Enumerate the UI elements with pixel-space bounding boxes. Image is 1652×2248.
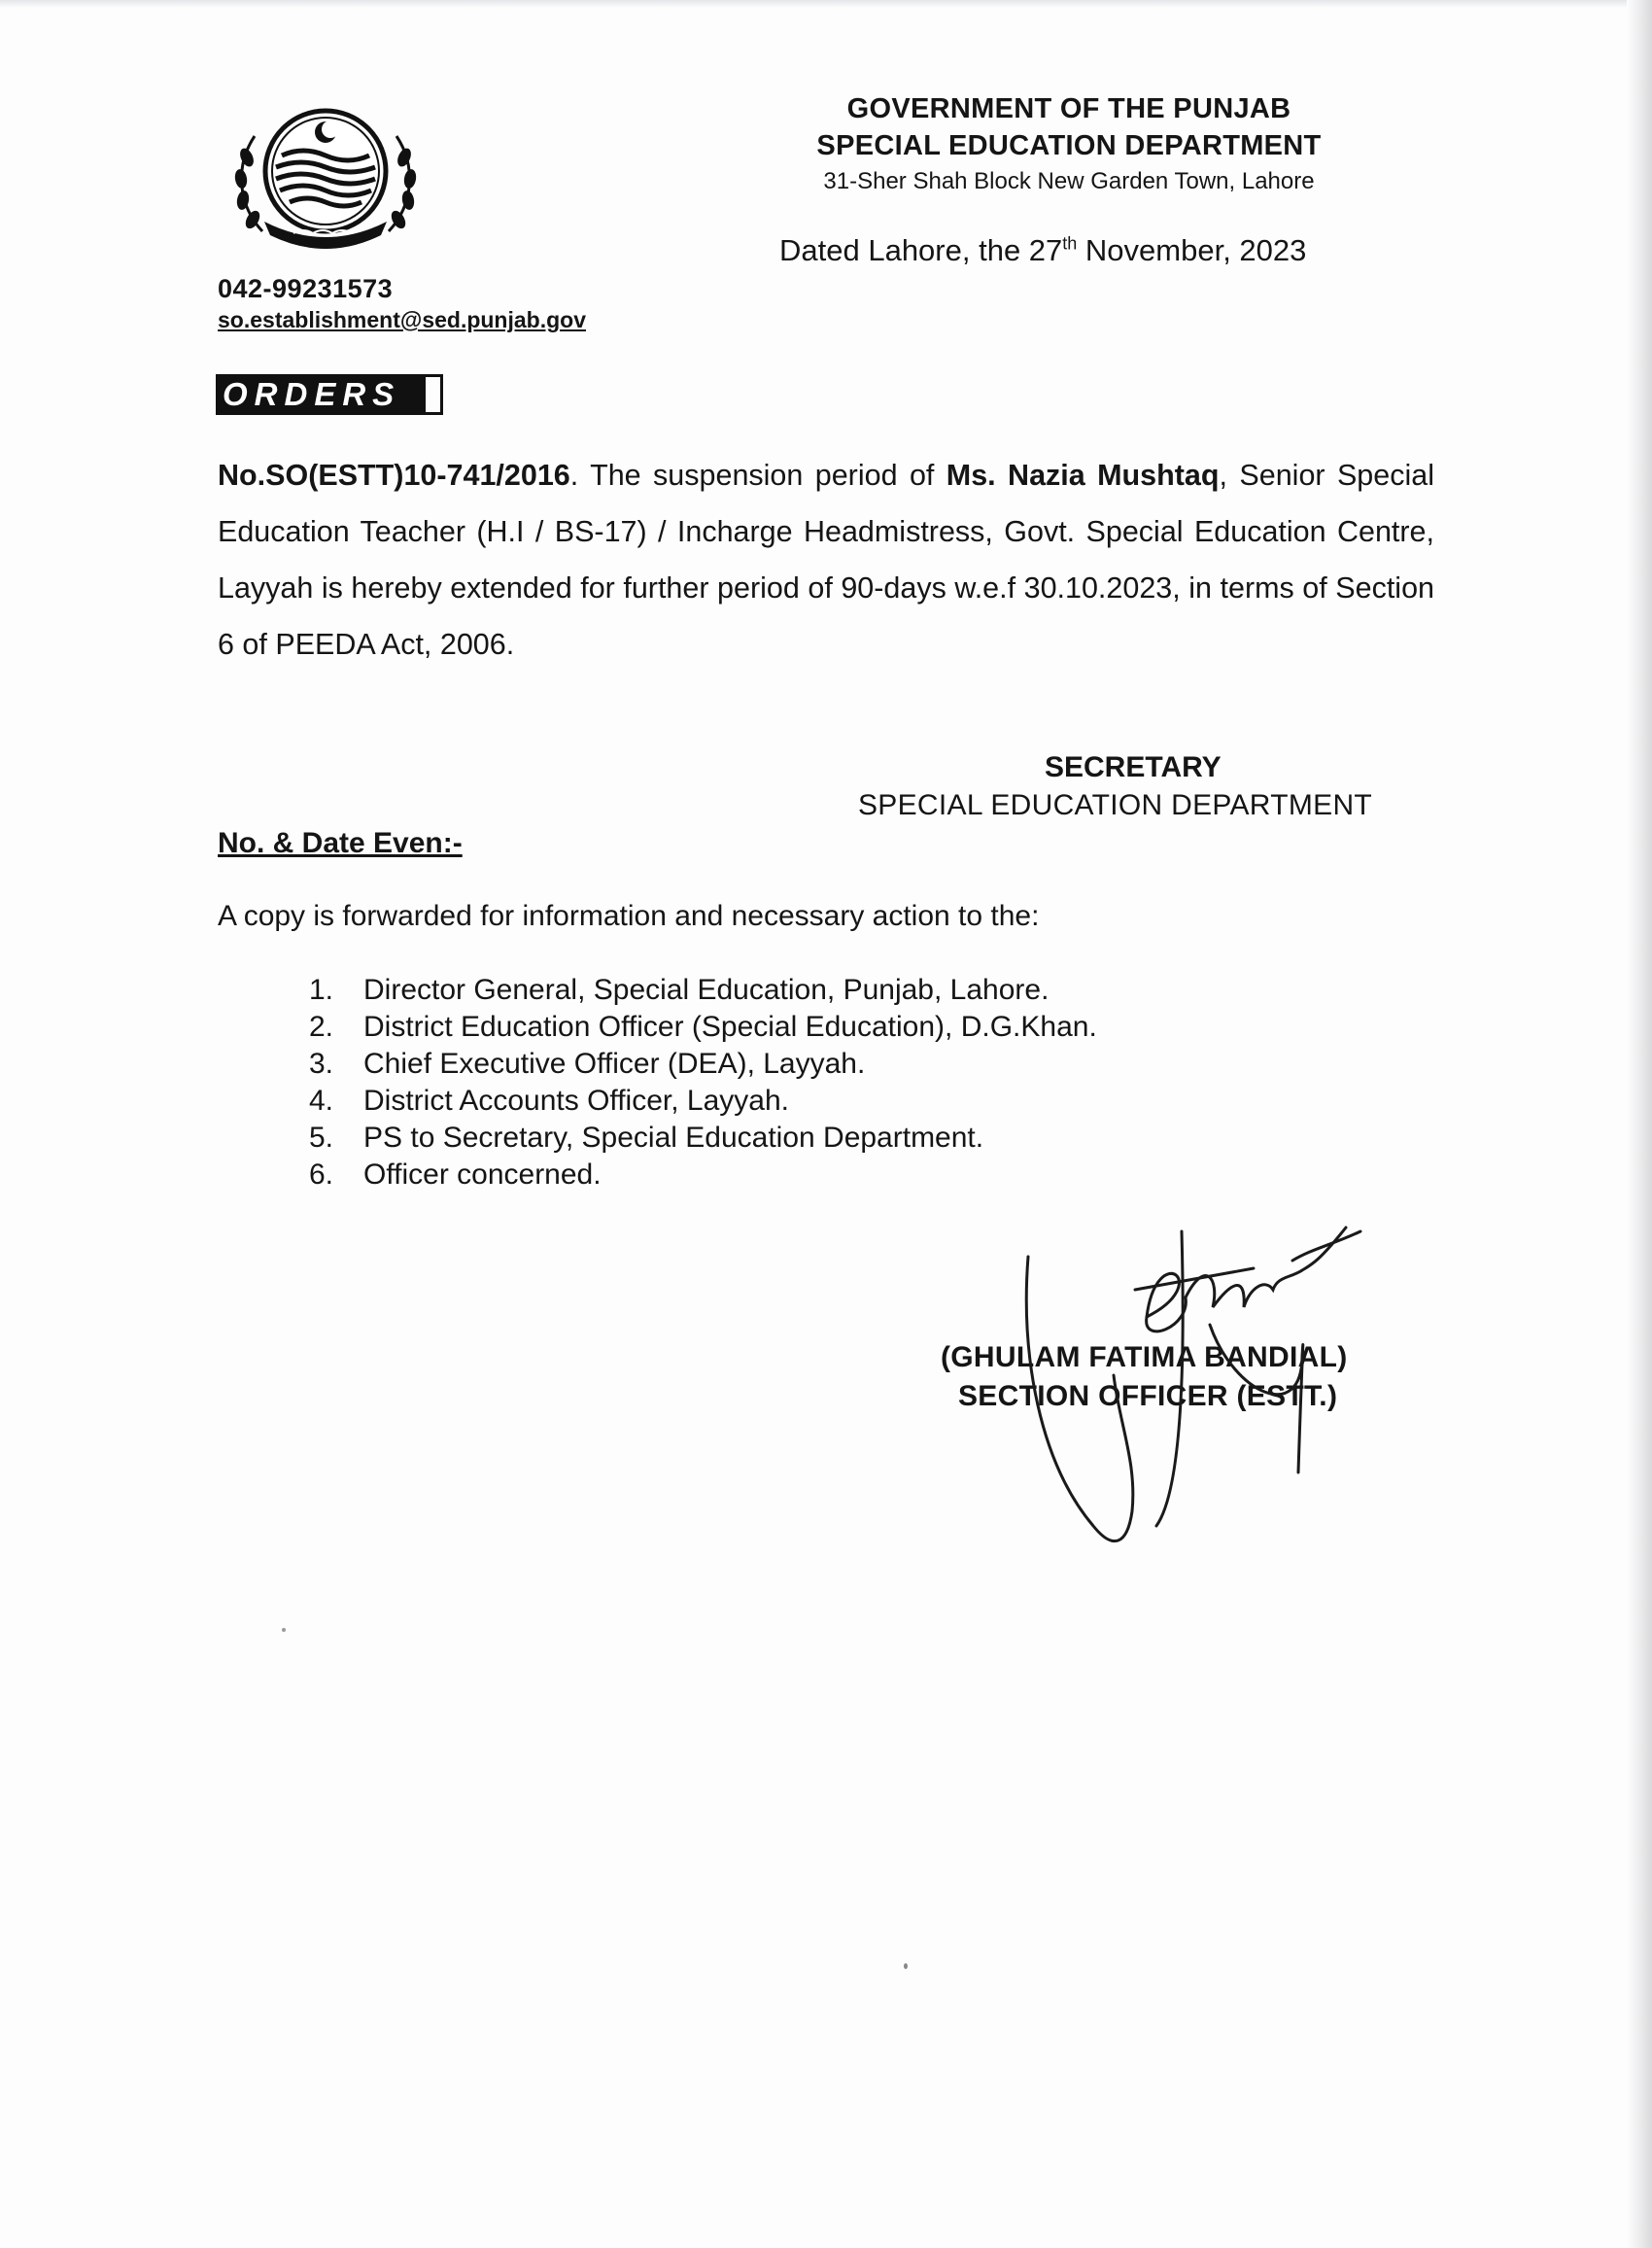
recipient-list xyxy=(309,972,1097,1193)
list-item-text: District Education Officer (Special Education), D.G.Khan. xyxy=(363,1011,1097,1043)
list-item xyxy=(309,972,1097,1009)
list-item-text: District Accounts Officer, Layyah. xyxy=(363,1085,789,1117)
order-person-name: Ms. Nazia Mushtaq xyxy=(946,459,1220,492)
list-item-number: 3. xyxy=(309,1048,334,1080)
list-item-text: PS to Secretary, Special Education Department. xyxy=(363,1122,984,1154)
header-address: 31-Sher Shah Block New Garden Town, Lahore xyxy=(823,168,1315,194)
scan-edge-right xyxy=(1627,0,1652,2248)
punjab-emblem-icon xyxy=(225,107,426,253)
list-item xyxy=(309,1009,1097,1046)
dated-suffix: November, 2023 xyxy=(1077,233,1307,267)
secretary-department: SPECIAL EDUCATION DEPARTMENT xyxy=(858,789,1373,821)
list-item-number: 5. xyxy=(309,1122,334,1154)
list-item-number: 4. xyxy=(309,1085,334,1117)
list-item-text: Chief Executive Officer (DEA), Layyah. xyxy=(363,1048,866,1080)
dated-sup: th xyxy=(1062,233,1078,254)
scan-speck xyxy=(282,1628,286,1632)
header-government: GOVERNMENT OF THE PUNJAB xyxy=(846,93,1291,124)
list-item xyxy=(309,1046,1097,1083)
no-date-even: No. & Date Even:- xyxy=(218,827,463,859)
list-item-text: Officer concerned. xyxy=(363,1159,602,1191)
signatory-name: (GHULAM FATIMA BANDIAL) xyxy=(941,1341,1348,1373)
order-text-1: . The suspension period of xyxy=(569,459,946,492)
scan-edge-top xyxy=(0,0,1652,8)
signatory-designation: SECTION OFFICER (ESTT.) xyxy=(958,1380,1338,1412)
contact-phone: 042-99231573 xyxy=(218,274,394,303)
copy-forwarded-text: A copy is forwarded for information and necessary action to the: xyxy=(218,900,1040,932)
header-department: SPECIAL EDUCATION DEPARTMENT xyxy=(816,130,1322,161)
secretary-title: SECRETARY xyxy=(1045,751,1222,783)
list-item-number: 6. xyxy=(309,1159,334,1191)
order-text-2: , Senior Special Education Teacher (H.I / BS-17) / Incharge Headmistress, Govt. Special Education Centre, Layyah is hereby extended for further period of 90-days w.e.f 30.10.2023, in terms of Section 6 of PEEDA Act, 2006. xyxy=(218,459,1434,661)
contact-email[interactable]: so.establishment@sed.punjab.gov xyxy=(218,307,586,332)
dated-prefix: Dated Lahore, the 27 xyxy=(779,233,1063,267)
orders-heading: ORDERS xyxy=(219,377,426,412)
order-paragraph xyxy=(218,447,1434,673)
signature-icon xyxy=(1011,1181,1380,1589)
list-item xyxy=(309,1157,1097,1193)
orders-heading-box xyxy=(216,374,443,415)
dated-line xyxy=(779,233,1306,268)
list-item-text: Director General, Special Education, Punjab, Lahore. xyxy=(363,974,1050,1006)
order-number: No.SO(ESTT)10-741/2016 xyxy=(218,459,570,492)
scan-speck xyxy=(904,1963,908,1969)
list-item-number: 2. xyxy=(309,1011,334,1043)
list-item xyxy=(309,1083,1097,1120)
list-item xyxy=(309,1120,1097,1157)
list-item-number: 1. xyxy=(309,974,334,1006)
